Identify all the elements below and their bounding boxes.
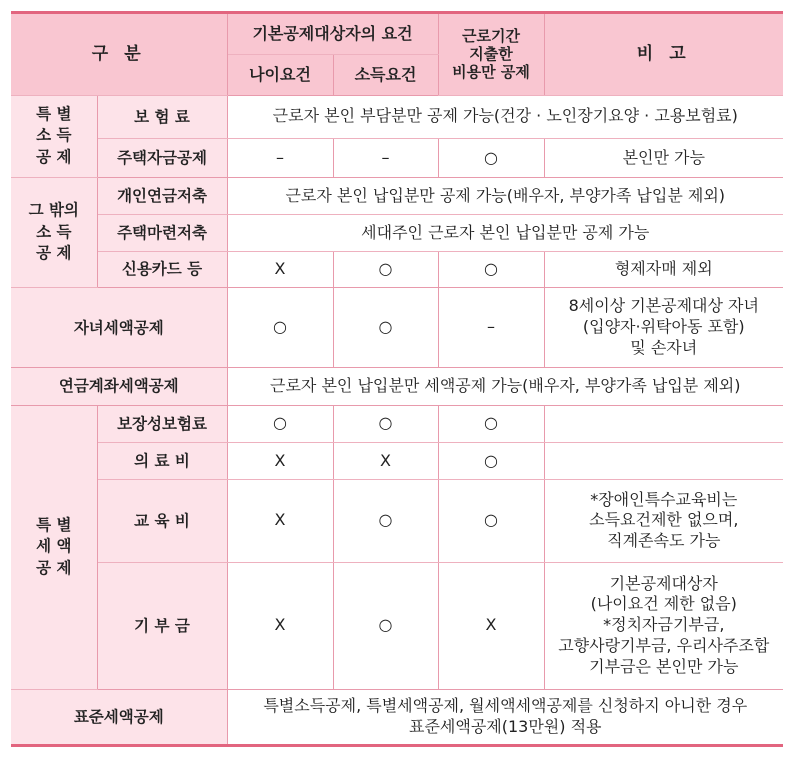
housing-savings-merged-note: 세대주인 근로자 본인 납입분만 공제 가능 bbox=[227, 215, 783, 251]
education-note: *장애인특수교육비는 소득요건제한 없으며, 직계존속도 가능 bbox=[544, 480, 783, 563]
credit-card-age: X bbox=[227, 251, 333, 287]
header-age-requirement: 나이요건 bbox=[227, 55, 333, 95]
header-remarks: 비 고 bbox=[544, 13, 783, 96]
donation-income: ○ bbox=[333, 562, 438, 689]
credit-card-income: ○ bbox=[333, 251, 438, 287]
row-label-donation: 기 부 금 bbox=[97, 562, 227, 689]
coverage-insurance-age: ○ bbox=[227, 405, 333, 442]
deduction-requirements-table bbox=[11, 11, 783, 747]
education-income: ○ bbox=[333, 480, 438, 563]
row-label-child-tax-credit: 자녀세액공제 bbox=[11, 287, 227, 368]
coverage-insurance-period: ○ bbox=[438, 405, 544, 442]
header-category: 구 분 bbox=[11, 13, 227, 96]
child-credit-income: ○ bbox=[333, 287, 438, 368]
donation-age: X bbox=[227, 562, 333, 689]
pension-savings-merged-note: 근로자 본인 납입분만 공제 가능(배우자, 부양가족 납입분 제외) bbox=[227, 178, 783, 215]
row-label-housing-savings: 주택마련저축 bbox=[97, 215, 227, 251]
insurance-merged-note: 근로자 본인 부담분만 공제 가능(건강 · 노인장기요양 · 고용보험료) bbox=[227, 95, 783, 138]
row-label-coverage-insurance: 보장성보험료 bbox=[97, 405, 227, 442]
section-other-income-deduction: 그 밖의 소 득 공 제 bbox=[11, 178, 97, 288]
housing-fund-age: – bbox=[227, 138, 333, 177]
medical-period: ○ bbox=[438, 442, 544, 479]
header-income-requirement: 소득요건 bbox=[333, 55, 438, 95]
pension-account-merged-note: 근로자 본인 납입분만 세액공제 가능(배우자, 부양가족 납입분 제외) bbox=[227, 368, 783, 405]
education-period: ○ bbox=[438, 480, 544, 563]
housing-fund-period: ○ bbox=[438, 138, 544, 177]
row-label-pension-account-credit: 연금계좌세액공제 bbox=[11, 368, 227, 405]
header-dependent-requirements: 기본공제대상자의 요건 bbox=[227, 13, 438, 55]
child-credit-age: ○ bbox=[227, 287, 333, 368]
row-label-medical: 의 료 비 bbox=[97, 442, 227, 479]
standard-credit-merged-note: 특별소득공제, 특별세액공제, 월세액세액공제를 신청하지 아니한 경우 표준세액공제(13만원) 적용 bbox=[227, 689, 783, 745]
row-label-pension-savings: 개인연금저축 bbox=[97, 178, 227, 215]
education-age: X bbox=[227, 480, 333, 563]
housing-fund-income: – bbox=[333, 138, 438, 177]
section-special-tax-credit: 특 별 세 액 공 제 bbox=[11, 405, 97, 689]
donation-period: X bbox=[438, 562, 544, 689]
child-credit-note: 8세이상 기본공제대상 자녀 (입양자·위탁아동 포함) 및 손자녀 bbox=[544, 287, 783, 368]
credit-card-period: ○ bbox=[438, 251, 544, 287]
medical-note bbox=[544, 442, 783, 479]
credit-card-note: 형제자매 제외 bbox=[544, 251, 783, 287]
donation-note: 기본공제대상자 (나이요건 제한 없음) *정치자금기부금, 고향사랑기부금, 우리사주조합 기부금은 본인만 가능 bbox=[544, 562, 783, 689]
row-label-housing-fund: 주택자금공제 bbox=[97, 138, 227, 177]
row-label-education: 교 육 비 bbox=[97, 480, 227, 563]
row-label-credit-card: 신용카드 등 bbox=[97, 251, 227, 287]
housing-fund-note: 본인만 가능 bbox=[544, 138, 783, 177]
section-special-income-deduction: 특 별 소 득 공 제 bbox=[11, 95, 97, 178]
medical-income: X bbox=[333, 442, 438, 479]
row-label-standard-tax-credit: 표준세액공제 bbox=[11, 689, 227, 745]
row-label-insurance: 보 험 료 bbox=[97, 95, 227, 138]
medical-age: X bbox=[227, 442, 333, 479]
coverage-insurance-note bbox=[544, 405, 783, 442]
coverage-insurance-income: ○ bbox=[333, 405, 438, 442]
child-credit-period: – bbox=[438, 287, 544, 368]
header-work-period-only: 근로기간 지출한 비용만 공제 bbox=[438, 13, 544, 96]
